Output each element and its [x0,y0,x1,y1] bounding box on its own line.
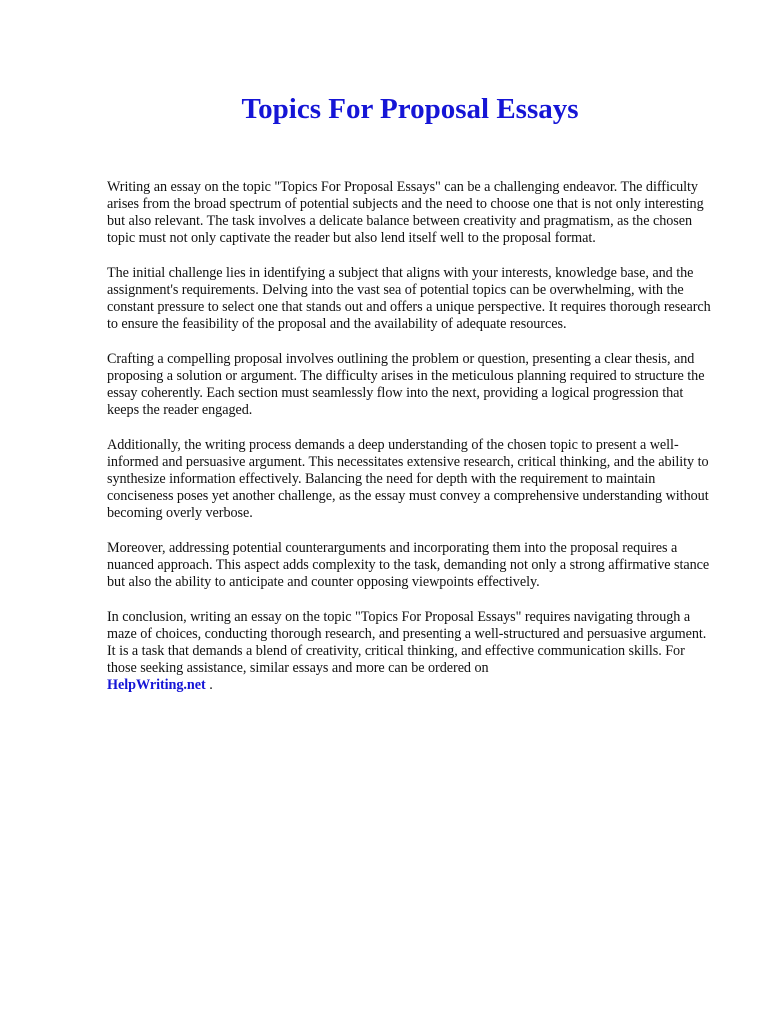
page-title: Topics For Proposal Essays [241,93,579,125]
paragraph-5: Moreover, addressing potential counterarguments and incorporating them into the proposal requires a nuanced approach. This aspect adds complexity to the task, demanding not only a strong affirmative stance but also the ability to anticipate and counter opposing viewpoints effectively. [107,539,710,591]
paragraph-2: The initial challenge lies in identifying a subject that aligns with your interests, knowledge base, and the assignment's requirements. Delving into the vast sea of potential topics can be overwhelming, with the constant pressure to select one that stands out and offers a unique perspective. It requires thorough research to ensure the feasibility of the proposal and the availability of adequate resources. [107,264,711,333]
paragraph-1: Writing an essay on the topic "Topics For Proposal Essays" can be a challenging endeavor. The difficulty arises from the broad spectrum of potential subjects and the need to choose one that is not only interesting but also relevant. The task involves a delicate balance between creativity and pragmatism, as the chosen topic must not only captivate the reader but also lend itself well to the proposal format. [107,179,704,247]
paragraph-3: Crafting a compelling proposal involves outlining the problem or question, presenting a clear thesis, and proposing a solution or argument. The difficulty arises in the meticulous planning required to structure the essay coherently. Each section must seamlessly flow into the next, providing a logical progression that keeps the reader engaged. [107,350,705,419]
conclusion-trailing: . [205,677,213,694]
helpwriting-link[interactable]: HelpWriting.net [107,677,206,694]
document-body [107,179,717,712]
conclusion-text: In conclusion, writing an essay on the topic "Topics For Proposal Essays" requires navigating through a maze of choices, conducting thorough research, and presenting a well-structured and persuasive argument. It is a task that demands a blend of creativity, critical thinking, and effective communication skills. For those seeking assistance, similar essays and more can be ordered on [107,608,707,677]
paragraph-4: Additionally, the writing process demands a deep understanding of the chosen topic to present a well-informed and persuasive argument. This necessitates extensive research, critical thinking, and the ability to synthesize information effectively. Balancing the need for depth with the requirement to maintain conciseness poses yet another challenge, as the essay must convey a comprehensive understanding without becoming overly verbose. [107,436,709,522]
paragraph-conclusion [107,609,717,694]
